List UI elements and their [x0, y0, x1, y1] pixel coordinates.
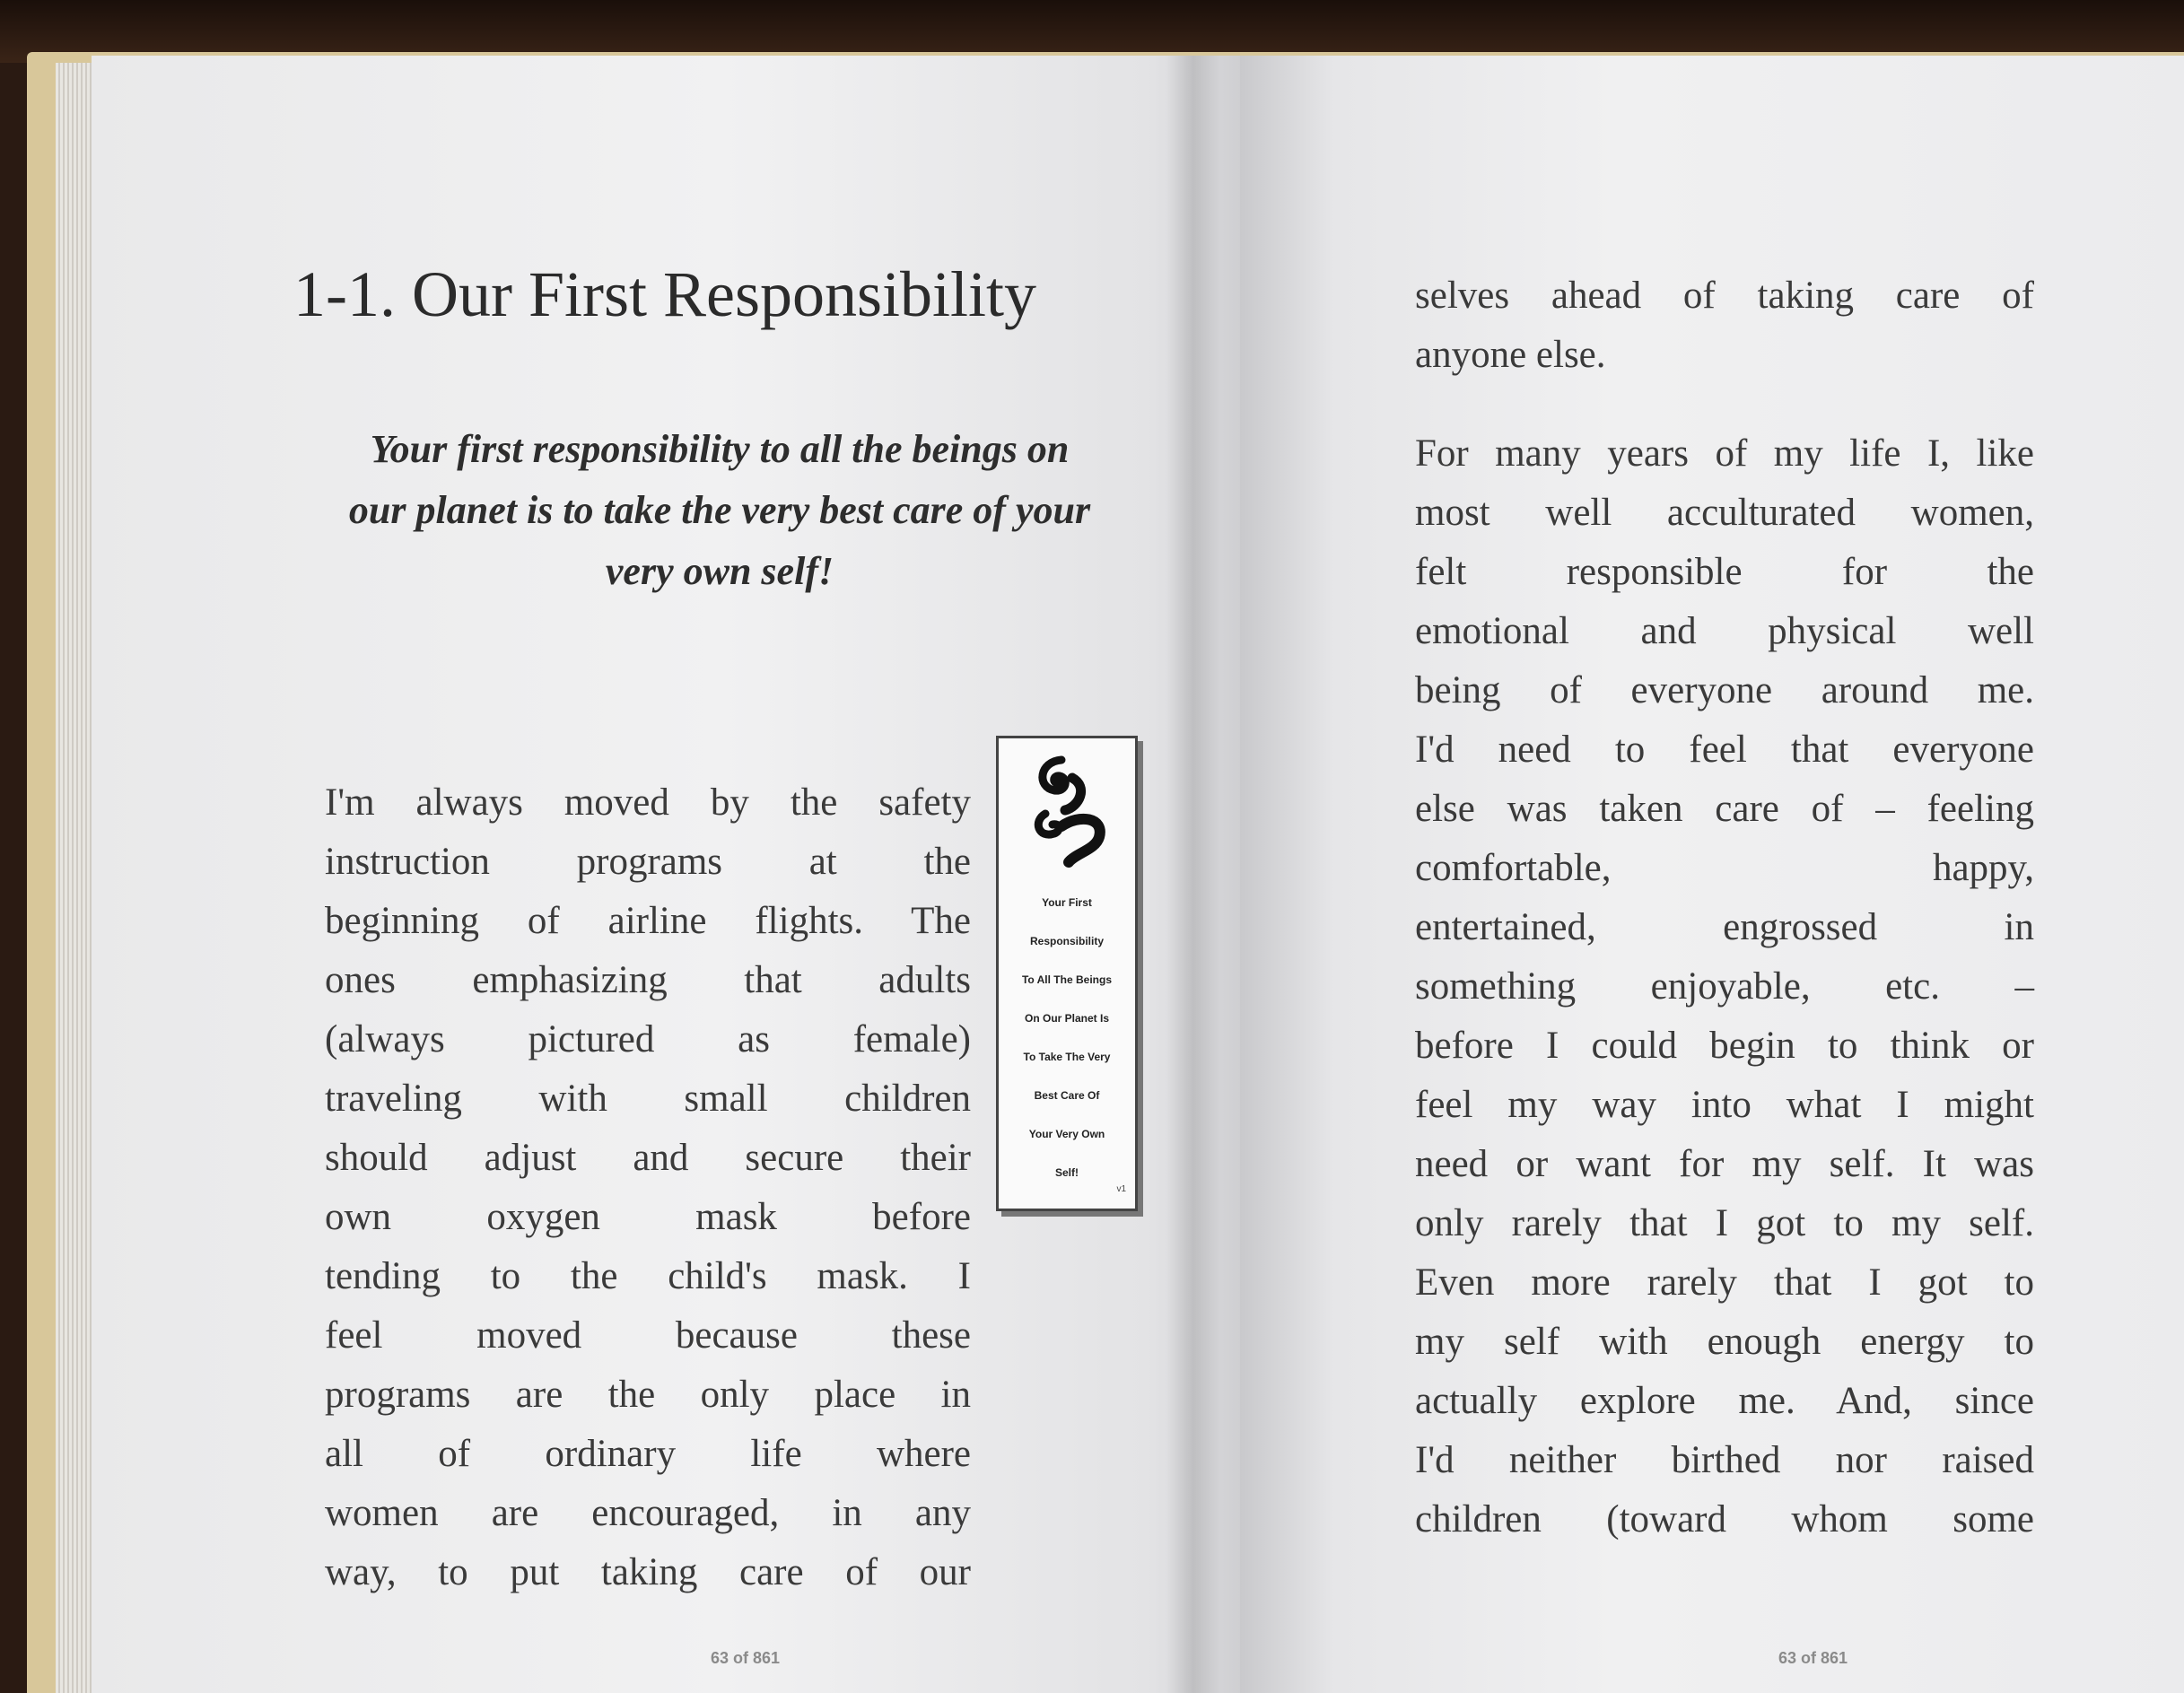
- text-line: anyone else.: [1415, 334, 1606, 376]
- bookmark-line: Your First: [1042, 896, 1092, 909]
- text-line: instruction programs at the: [325, 841, 971, 883]
- bookmark-line: Self!: [1054, 1166, 1079, 1179]
- text-line: something enjoyable, etc. –: [1415, 965, 2034, 1008]
- text-line: women are encouraged, in any: [325, 1492, 971, 1534]
- bookmark-image: [996, 736, 1138, 1211]
- text-line: before I could begin to think or: [1415, 1025, 2034, 1067]
- text-line: only rarely that I got to my self.: [1415, 1202, 2034, 1244]
- epigraph-line: Your first responsibility to all the beings on: [370, 427, 1070, 471]
- chapter-title: 1-1. Our First Responsibility: [293, 258, 1037, 330]
- text-line: beginning of airline flights. The: [325, 900, 971, 942]
- text-line: tending to the child's mask. I: [325, 1255, 971, 1297]
- page-number: 63 of 861: [711, 1649, 781, 1667]
- ebook-spread: [56, 56, 2184, 1693]
- bookmark-version-mark: v1: [1116, 1184, 1126, 1194]
- bookmark-line: Best Care Of: [1034, 1089, 1100, 1102]
- text-line: feel my way into what I might: [1415, 1084, 2034, 1126]
- text-line: comfortable, happy,: [1415, 847, 2034, 889]
- text-line: emotional and physical well: [1415, 610, 2034, 652]
- text-line: selves ahead of taking care of: [1415, 275, 2034, 317]
- right-page[interactable]: [1240, 56, 2184, 1693]
- left-body-text: [325, 773, 971, 1602]
- bookmark-line: Responsibility: [1029, 935, 1104, 947]
- text-line: own oxygen mask before: [325, 1196, 971, 1238]
- text-line: children (toward whom some: [1415, 1498, 2034, 1540]
- paragraph-gap: [1415, 385, 2034, 424]
- text-line: traveling with small children: [325, 1078, 971, 1120]
- text-line: way, to put taking care of our: [325, 1551, 971, 1593]
- bookmark-line: To Take The Very: [1023, 1051, 1111, 1063]
- text-line: being of everyone around me.: [1415, 669, 2034, 711]
- epigraph: [253, 419, 1186, 602]
- text-line: I'm always moved by the safety: [325, 781, 971, 824]
- epigraph-line: our planet is to take the very best care of your: [348, 488, 1091, 532]
- text-line: should adjust and secure their: [325, 1137, 971, 1179]
- text-line: all of ordinary life where: [325, 1433, 971, 1475]
- text-line: my self with enough energy to: [1415, 1321, 2034, 1363]
- text-line: actually explore me. And, since: [1415, 1380, 2034, 1422]
- text-line: else was taken care of – feeling: [1415, 788, 2034, 830]
- text-line: I'd need to feel that everyone: [1415, 729, 2034, 771]
- text-line: I'd neither birthed nor raised: [1415, 1439, 2034, 1481]
- text-line: most well acculturated women,: [1415, 492, 2034, 534]
- text-line: programs are the only place in: [325, 1374, 971, 1416]
- bookmark-line: Your Very Own: [1028, 1128, 1105, 1140]
- text-line: need or want for my self. It was: [1415, 1143, 2034, 1185]
- text-line: For many years of my life I, like: [1415, 432, 2034, 475]
- left-page[interactable]: [92, 56, 1240, 1693]
- bookmark-line: To All The Beings: [1021, 973, 1112, 986]
- bookmark-text: [1004, 884, 1130, 1192]
- epigraph-line: very own self!: [605, 549, 834, 593]
- text-line: Even more rarely that I got to: [1415, 1261, 2034, 1304]
- text-line: felt responsible for the: [1415, 551, 2034, 593]
- right-body-text: [1415, 266, 2034, 1549]
- page-number: 63 of 861: [1778, 1649, 1848, 1667]
- swirl-logo-icon: [1026, 751, 1108, 868]
- text-line: feel moved because these: [325, 1314, 971, 1357]
- text-line: entertained, engrossed in: [1415, 906, 2034, 948]
- text-line: ones emphasizing that adults: [325, 959, 971, 1001]
- bookmark-line: On Our Planet Is: [1024, 1012, 1110, 1025]
- text-line: (always pictured as female): [325, 1018, 971, 1060]
